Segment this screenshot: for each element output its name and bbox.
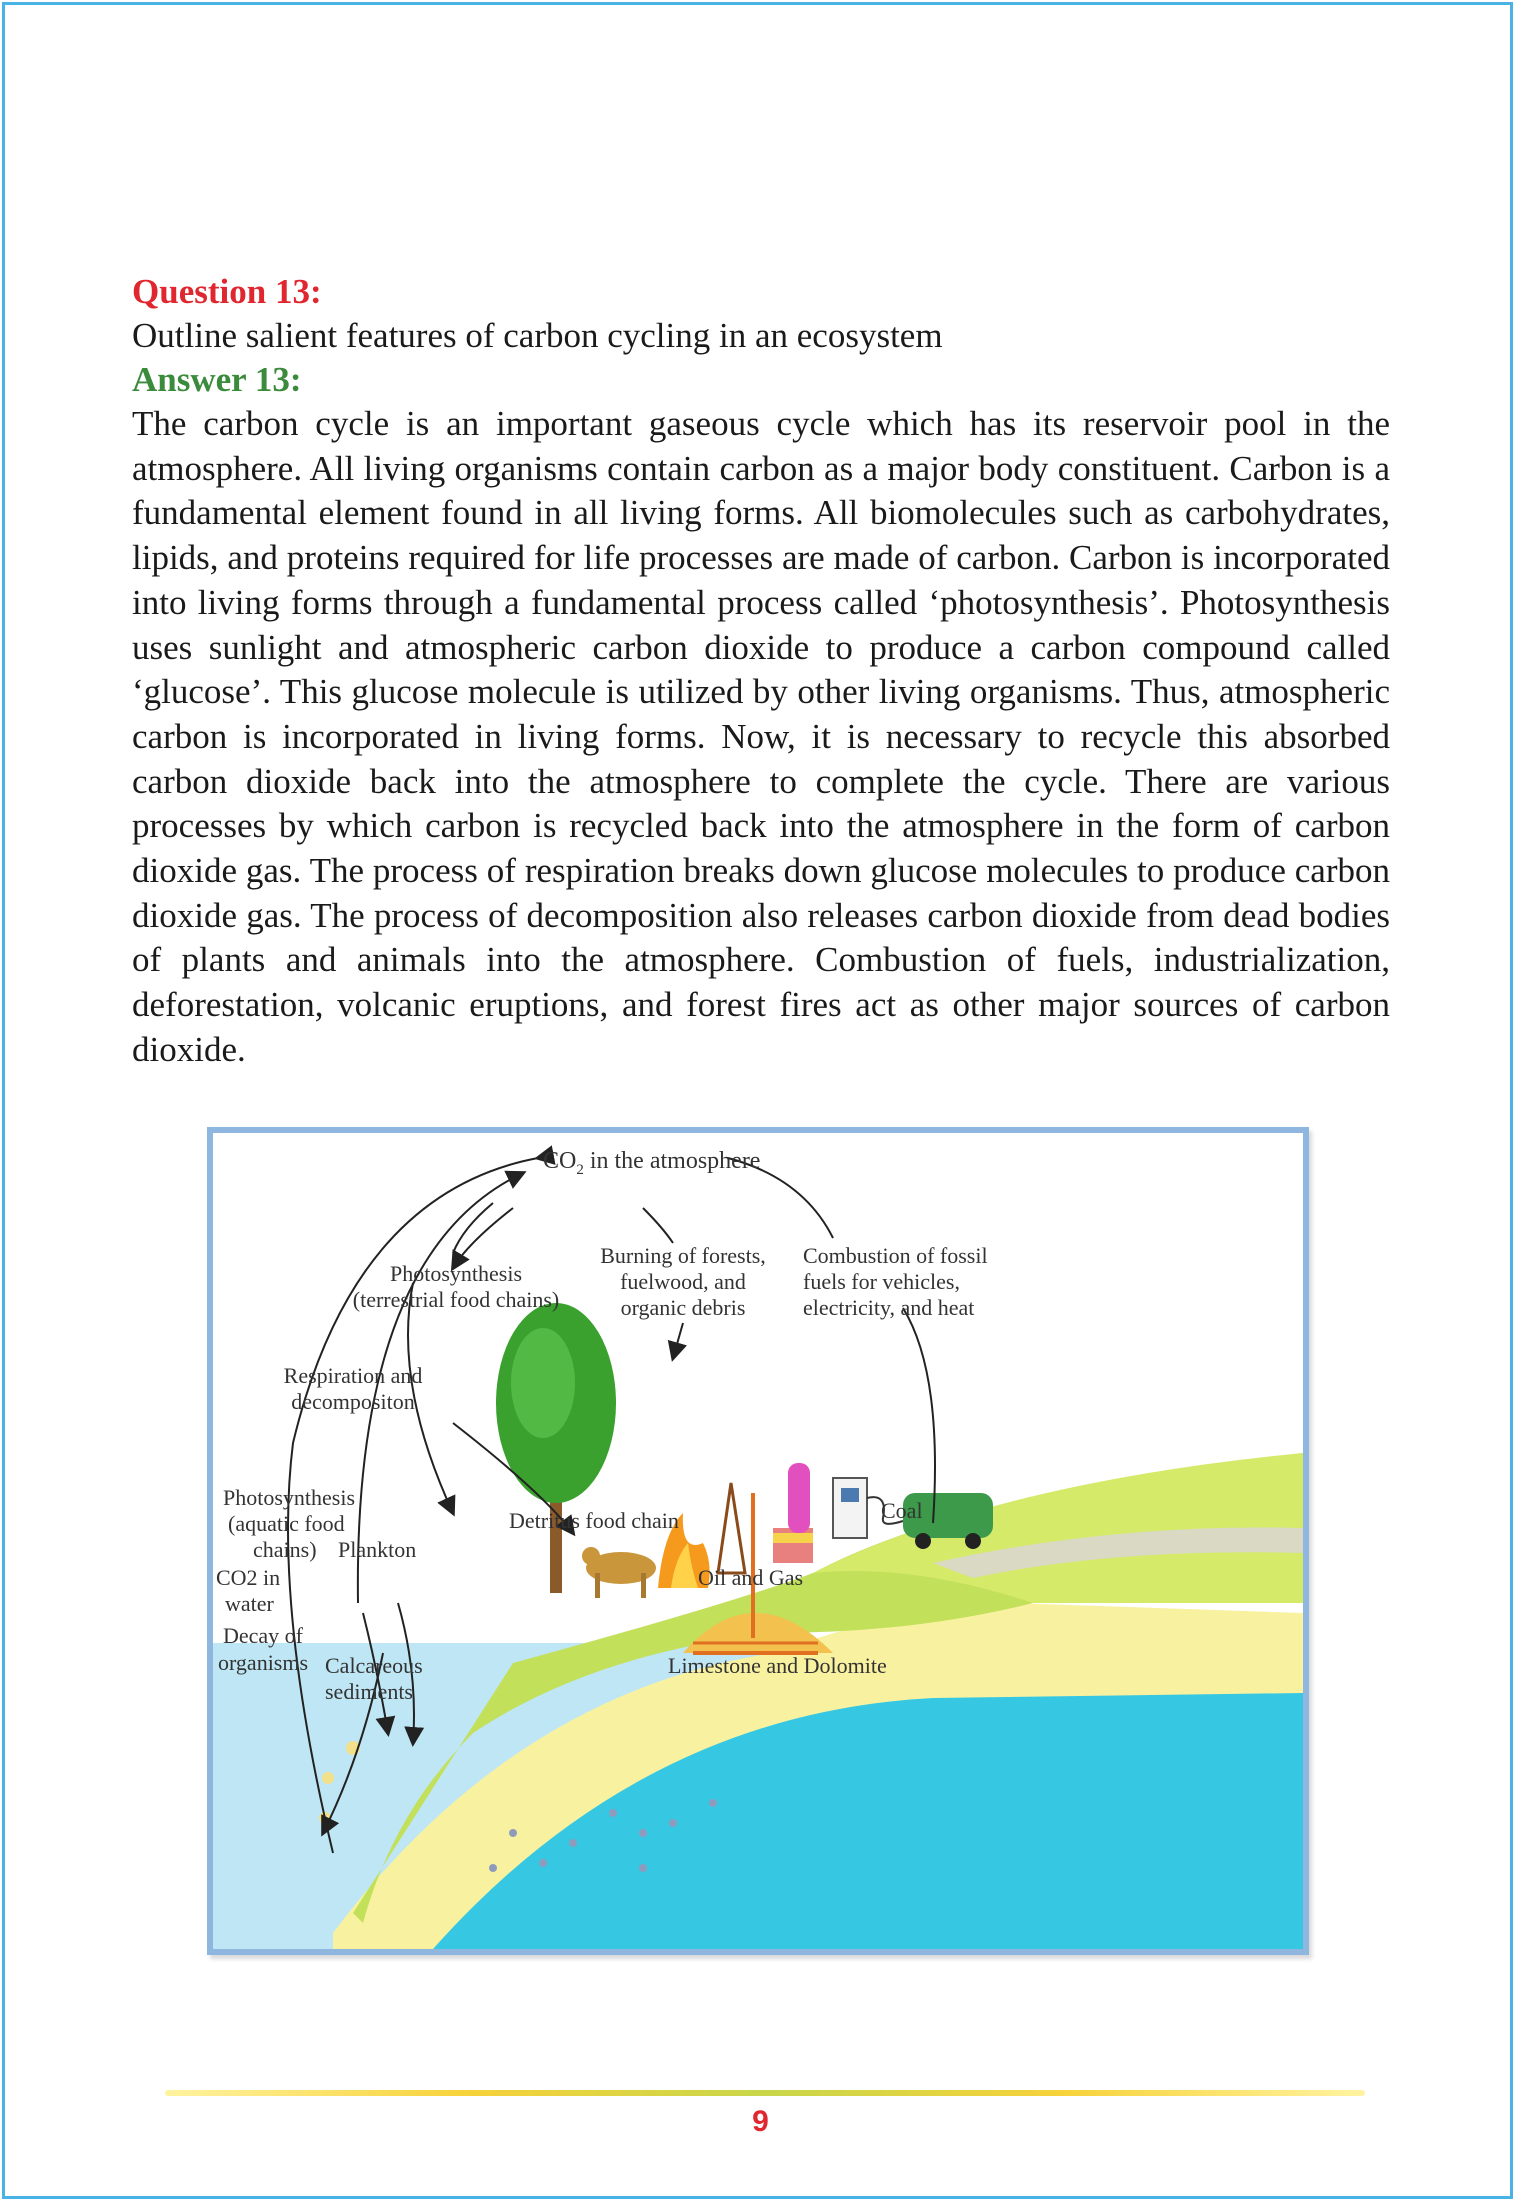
label-photosynthesis-aquatic: Photosynthesis [223, 1485, 356, 1510]
label-detritus: Detritus food chain [509, 1508, 679, 1533]
svg-text:organic debris: organic debris [620, 1295, 746, 1320]
arrow-burning [673, 1323, 683, 1358]
svg-text:organisms: organisms [218, 1650, 309, 1675]
carbon-cycle-diagram [207, 1127, 1309, 1955]
label-co2-atmosphere: $CO_2$ in the atmosphere [543, 1148, 761, 1178]
svg-text:(terrestrial food chains): (terrestrial food chains) [352, 1287, 560, 1312]
label-calcareous: Calcareous [325, 1653, 423, 1678]
arrow-combustion-right [903, 1308, 935, 1523]
label-photosynthesis-terrestrial: Photosynthesis [389, 1261, 523, 1286]
answer-title: Answer 13: [132, 360, 302, 399]
label-plankton: Plankton [338, 1537, 417, 1562]
label-oil-gas: Oil and Gas [698, 1565, 804, 1590]
label-burning: Burning of forests, [600, 1243, 766, 1268]
question-title: Question 13: [132, 272, 322, 311]
answer-text: The carbon cycle is an important gaseous cycle which has its reservoir pool in the atmosphere. All living organisms contain carbon as a major body constituent. Carbon is a fundamental element found in all living forms. All biomolecules such as carbohydrates, lipids, and proteins required for life processes are made of carbon. Carbon is incorporated into living forms through a fundamental process called ‘photosynthesis’. Photosynthesis uses sunlight and atmospheric carbon dioxide to produce a carbon compound called ‘glucose’. This glucose molecule is utilized by other living organisms. Thus, atmospheric carbon is incorporated in living forms. Now, it is necessary to recycle this absorbed carbon dioxide back into the atmosphere to complete the cycle. There are various processes by which carbon is recycled back into the atmosphere in the form of carbon dioxide gas. The process of respiration breaks down glucose molecules to produce carbon dioxide gas. The process of decomposition also releases carbon dioxide from dead bodies of plants and animals into the atmosphere. Combustion of fuels, industrialization, deforestation, volcanic eruptions, and forest fires act as other major sources of carbon dioxide. [132, 404, 1390, 1069]
oil-derrick [718, 1483, 745, 1573]
svg-text:sediments: sediments [325, 1679, 413, 1704]
label-combustion: Combustion of fossil [803, 1243, 988, 1268]
label-coal: Coal [881, 1498, 923, 1523]
svg-text:(aquatic food: (aquatic food [228, 1511, 345, 1536]
svg-text:water: water [225, 1591, 274, 1616]
svg-text:chains): chains) [253, 1537, 317, 1562]
svg-text:electricity, and heat: electricity, and heat [803, 1295, 975, 1320]
label-decay: Decay of [223, 1623, 304, 1648]
label-limestone: Limestone and Dolomite [668, 1653, 887, 1678]
label-co2-water: CO2 in [216, 1565, 281, 1590]
svg-text:fuelwood, and: fuelwood, and [620, 1269, 746, 1294]
svg-text:fuels for vehicles,: fuels for vehicles, [803, 1269, 960, 1294]
factory-tank [788, 1463, 810, 1533]
footer-divider [165, 2090, 1365, 2096]
page-number: 9 [752, 2105, 769, 2138]
svg-text:decompositon: decompositon [291, 1389, 415, 1414]
arrow-photosynthesis-down [408, 1283, 453, 1513]
question-text: Outline salient features of carbon cycling in an ecosystem [132, 316, 943, 355]
label-respiration: Respiration and [283, 1363, 423, 1388]
fuel-pump [833, 1478, 867, 1538]
carbon-cycle-svg [213, 1133, 1303, 1949]
main-content [132, 270, 1390, 1073]
